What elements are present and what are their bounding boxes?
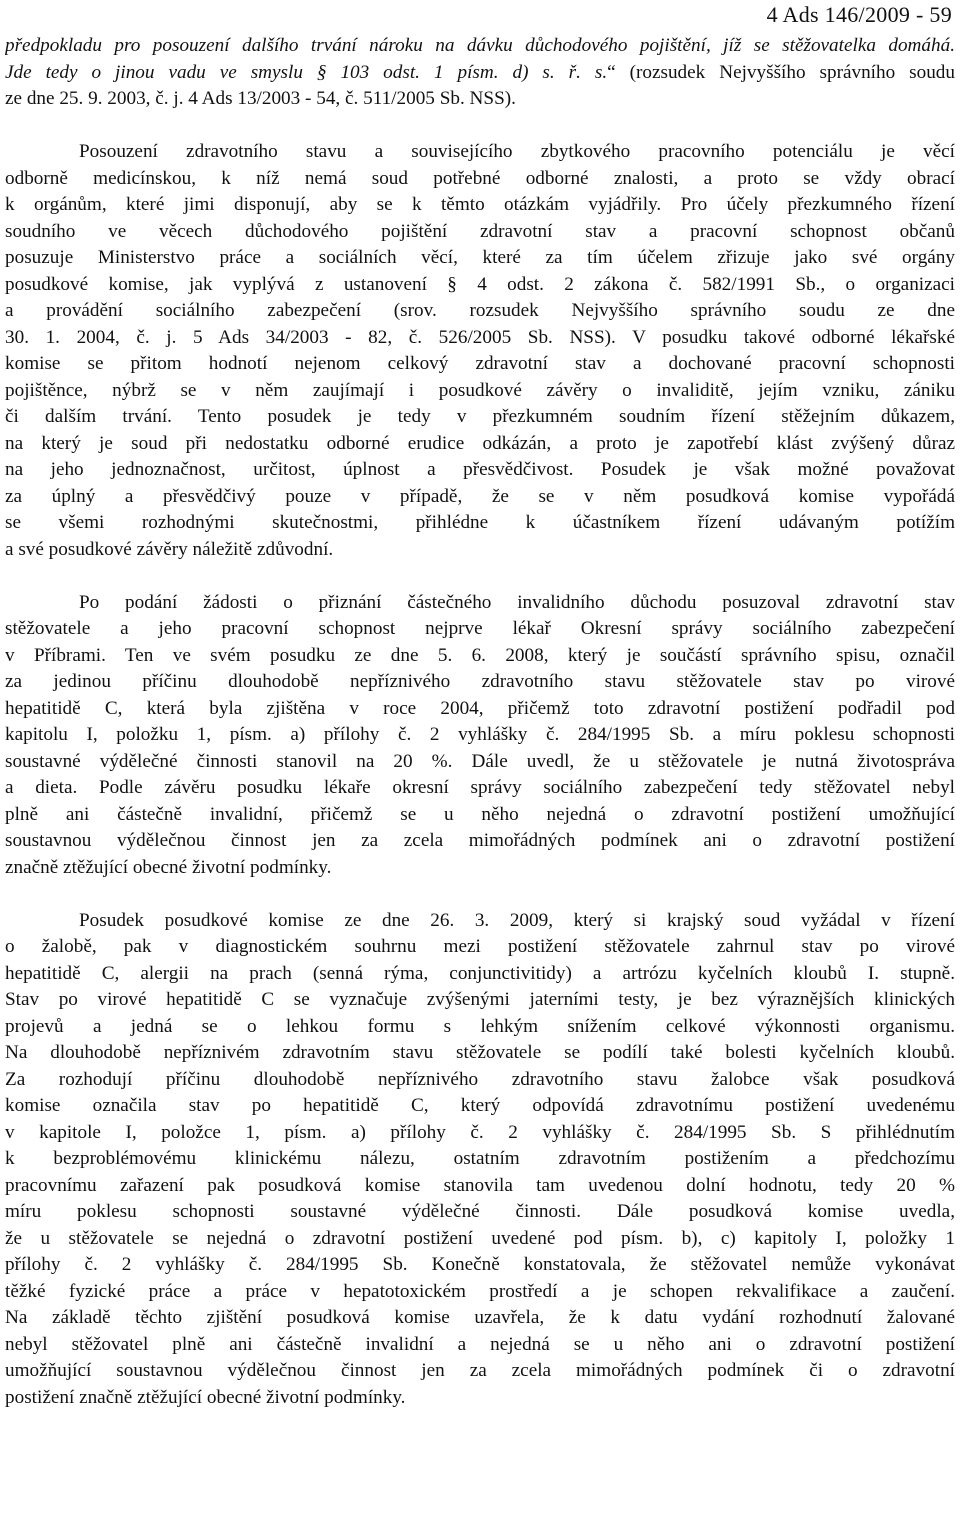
paragraph-line: Stav po virové hepatitidě C se vyznačuje zvýšenými jaterními testy, je bez výraznějších klinických [5,989,955,1010]
paragraph-line: v Příbrami. Ten ve svém posudku ze dne 5. 6. 2008, který je součástí správního spisu, označil [5,644,955,666]
intro-line: ze dne 25. 9. 2003, č. j. 4 Ads 13/2003 - 54, č. 511/2005 Sb. NSS). [5,88,516,109]
paragraph-line: že u stěžovatele se nejedná o zdravotní postižení uvedené pod písm. b), c) kapitoly I, položky 1 [5,1227,955,1249]
intro-citation-text: “ (rozsudek Nejvyššího správního soudu [607,61,955,83]
paragraph-line: stěžovatele a jeho pracovní schopnost nejprve lékař Okresní správy sociálního zabezpečení [5,618,955,639]
paragraph-line: soudního ve věcech důchodového pojištění zdravotní stav a pracovní schopnost občanů [5,220,955,242]
paragraph-line: Na základě těchto zjištění posudková komise uzavřela, že k datu vydání rozhodnutí žalované [5,1307,955,1328]
paragraph-line: pojištěnce, nýbrž se v něm zaujímají i posudkové závěry o invaliditě, jejím vzniku, zániku [5,379,955,401]
intro-line: předpokladu pro posouzení dalšího trvání nároku na dávku důchodového pojištění, jíž se stěžovatelka domáhá. [5,35,955,56]
paragraph-line: přílohy č. 2 vyhlášky č. 284/1995 Sb. Konečně konstatovala, že stěžovatel nemůže vykonávat [5,1254,955,1275]
paragraph-line: a své posudkové závěry náležitě zdůvodní. [5,538,334,560]
paragraph-line: na který je soud při nedostatku odborné erudice odkázán, a proto je zapotřebí klást zvýšený důraz [5,432,955,454]
paragraph-line: v kapitole I, položce 1, písm. a) přílohy č. 2 vyhlášky č. 284/1995 Sb. S přihlédnutím [5,1121,955,1143]
paragraph-line: umožňující soustavnou výdělečnou činnost jen za zcela mimořádných podmínek či o zdravotní [5,1360,955,1381]
paragraph-first-assessment [5,590,955,882]
paragraph-line: k orgánům, které jimi disponují, aby se k těmto otázkám vyjádřily. Pro účely přezkumného řízení [5,194,955,215]
paragraph-line: soustavné výdělečné činnosti stanovil na 20 %. Dále uvedl, že u stěžovatele je nutná životospráva [5,750,955,772]
paragraph-line: 30. 1. 2004, č. j. 5 Ads 34/2003 - 82, č. 526/2005 Sb. NSS). V posudku takové odborné lékařské [5,326,955,348]
paragraph-gap [5,113,955,140]
paragraph-line: nebyl stěžovatel plně ani částečně invalidní a nejedná se u něho ani o zdravotní postižení [5,1333,955,1355]
paragraph-line: pracovnímu zařazení pak posudková komise stanovila tam uvedenou dolní hodnotu, tedy 20 % [5,1174,955,1196]
document-body [5,33,955,1411]
paragraph-line: o žalobě, pak v diagnostickém souhrnu mezi postižení stěžovatele zahrnul stav po virové [5,936,955,957]
intro-italic-text: Jde tedy o jinou vadu ve smyslu § 103 odst. 1 písm. d) s. ř. s. [5,61,608,83]
intro-line [5,60,955,87]
paragraph-line: posuzuje Ministerstvo práce a sociálních věcí, které za tím účelem zřizuje jako své orgány [5,247,955,268]
paragraph-line: se všemi rozhodnými skutečnostmi, přihlédne k účastníkem řízení udávaným potížím [5,512,955,533]
paragraph-line: či dalším trvání. Tento posudek je tedy v přezkumném soudním řízení stěžejním důkazem, [5,406,955,427]
paragraph-line: hepatitidě C, alergii na prach (senná rýma, conjunctivitidy) a artrózu kyčelních kloubů I. stupně. [5,962,955,984]
paragraph-line: Posudek posudkové komise ze dne 26. 3. 2009, který si krajský soud vyžádal v řízení [79,909,955,931]
paragraph-line: a dieta. Podle závěru posudku lékaře okresní správy sociálního zabezpečení tedy stěžovatel nebyl [5,777,955,798]
paragraph-line: za úplný a přesvědčivý pouze v případě, že se v něm posudková komise vypořádá [5,485,955,507]
paragraph-assessment [5,139,955,563]
paragraph-line: Za rozhodují příčinu dlouhodobě nepříznivého zdravotního stavu žalobce však posudková [5,1068,955,1090]
paragraph-line: posudkové komise, jak vyplývá z ustanovení § 4 odst. 2 zákona č. 582/1991 Sb., o organizaci [5,273,955,295]
paragraph-line: hepatitidě C, která byla zjištěna v roce 2004, přičemž toto zdravotní postižení podřadil pod [5,697,955,719]
paragraph-line: postižení značně ztěžující obecné životní podmínky. [5,1386,406,1408]
paragraph-line: Posouzení zdravotního stavu a souvisejícího zbytkového pracovního potenciálu je věcí [79,141,955,162]
paragraph-line: za jedinou příčinu dlouhodobě nepříznivého zdravotního stavu stěžovatele stav po virové [5,671,955,692]
paragraph-line: Na dlouhodobě nepříznivém zdravotním stavu stěžovatele se podílí také bolesti kyčelních kloubů. [5,1042,955,1063]
paragraph-line: a provádění sociálního zabezpečení (srov. rozsudek Nejvyššího správního soudu ze dne [5,300,955,321]
paragraph-line: míru poklesu schopnosti soustavné výdělečné činnosti. Dále posudková komise uvedla, [5,1201,955,1222]
paragraph-line: soustavnou výdělečnou činnost jen za zcela mimořádných podmínek ani o zdravotní postižení [5,830,955,851]
paragraph-line: k bezproblémovému klinickému nálezu, ostatním zdravotním postižením a předchozímu [5,1148,955,1169]
paragraph-line: Po podání žádosti o přiznání částečného invalidního důchodu posuzoval zdravotní stav [79,591,955,613]
paragraph-gap [5,881,955,908]
paragraph-gap [5,563,955,590]
paragraph-line: na jeho jednoznačnost, určitost, úplnost a přesvědčivost. Posudek je však možné považovat [5,459,955,480]
paragraph-line: komise označila stav po hepatitidě C, který odpovídá zdravotnímu postižení uvedenému [5,1095,955,1116]
paragraph-line: odborně medicínskou, k níž nemá soud potřebné odborné znalosti, a proto se vždy obrací [5,167,955,189]
paragraph-line: plně ani částečně invalidní, přičemž se u něho nejedná o zdravotní postižení umožňující [5,803,955,825]
paragraph-line: těžké fyzické práce a práce v hepatotoxickém prostředí a je schopen rekvalifikace a zaučení. [5,1280,955,1302]
paragraph-commission-report [5,908,955,1412]
paragraph-line: kapitolu I, položku 1, písm. a) přílohy č. 2 vyhlášky č. 284/1995 Sb. a míru poklesu schopnosti [5,724,955,745]
paragraph-line: projevů a jedná se o lehkou formu s lehkým snížením celkové výkonnosti organismu. [5,1015,955,1037]
page-header-reference: 4 Ads 146/2009 - 59 [766,2,952,27]
paragraph-line: značně ztěžující obecné životní podmínky. [5,856,332,878]
paragraph-line: komise se přitom hodnotí nejenom celkový zdravotní stav a dochované pracovní schopnosti [5,353,955,374]
